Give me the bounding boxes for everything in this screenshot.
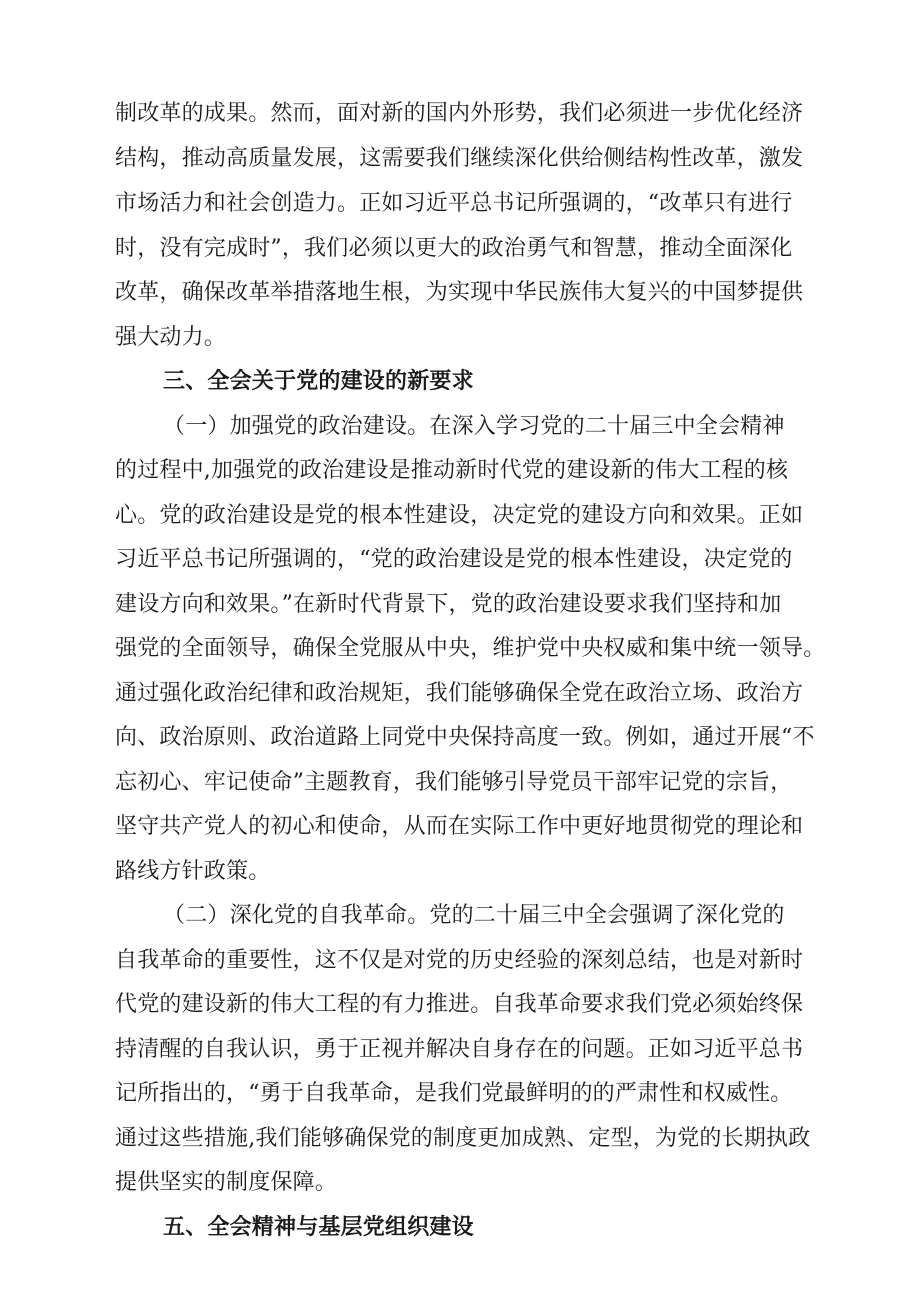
text-line: 建设方向和效果。”在新时代背景下，党的政治建设要求我们坚持和加	[115, 592, 782, 617]
text-line: 向、政治原则、政治道路上同党中央保持高度一致。例如，通过开展“不	[115, 725, 815, 750]
text-line: 时，没有完成时”，我们必须以更大的政治勇气和智慧，推动全面深化	[115, 236, 793, 261]
text-line: 通过强化政治纪律和政治规矩，我们能够确保全党在政治立场、政治方	[115, 681, 804, 706]
text-line: 习近平总书记所强调的，“党的政治建设是党的根本性建设，决定党的	[115, 547, 793, 572]
text-line: 的过程中,加强党的政治建设是推动新时代党的建设新的伟大工程的核	[115, 458, 789, 483]
text-line: 路线方针政策。	[115, 859, 271, 884]
text-line: 改革，确保改革举措落地生根，为实现中华民族伟大复兴的中国梦提供	[115, 280, 804, 305]
text-line: 强党的全面领导，确保全党服从中央，维护党中央权威和集中统一领导。	[115, 636, 826, 661]
text-line: （一）加强党的政治建设。在深入学习党的二十届三中全会精神	[163, 414, 785, 439]
text-line: 强大动力。	[115, 325, 227, 350]
text-line: 心。党的政治建设是党的根本性建设，决定党的建设方向和效果。正如	[115, 503, 804, 528]
section-heading-3: 三、全会关于党的建设的新要求	[163, 369, 474, 394]
text-line: 代党的建设新的伟大工程的有力推进。自我革命要求我们党必须始终保	[115, 992, 804, 1017]
text-line: 提供坚实的制度保障。	[115, 1170, 338, 1195]
section-heading-5: 五、全会精神与基层党组织建设	[163, 1215, 474, 1240]
text-line: 自我革命的重要性，这不仅是对党的历史经验的深刻总结，也是对新时	[115, 948, 804, 973]
text-line: 结构，推动高质量发展，这需要我们继续深化供给侧结构性改革，激发	[115, 146, 804, 171]
text-line: 制改革的成果。然而，面对新的国内外形势，我们必须进一步优化经济	[115, 101, 804, 126]
text-line: 记所指出的，“勇于自我革命，是我们党最鲜明的的严肃性和权威性。	[115, 1081, 793, 1106]
text-line: 通过这些措施,我们能够确保党的制度更加成熟、定型，为党的长期执政	[115, 1126, 811, 1151]
text-line: 市场活力和社会创造力。正如习近平总书记所强调的，“改革只有进行	[115, 191, 793, 216]
text-line: （二）深化党的自我革命。党的二十届三中全会强调了深化党的	[163, 903, 785, 928]
text-line: 坚守共产党人的初心和使命，从而在实际工作中更好地贯彻党的理论和	[115, 814, 804, 839]
text-line: 持清醒的自我认识，勇于正视并解决自身存在的问题。正如习近平总书	[115, 1037, 804, 1062]
text-line: 忘初心、牢记使命”主题教育，我们能够引导党员干部牢记党的宗旨，	[115, 770, 793, 795]
